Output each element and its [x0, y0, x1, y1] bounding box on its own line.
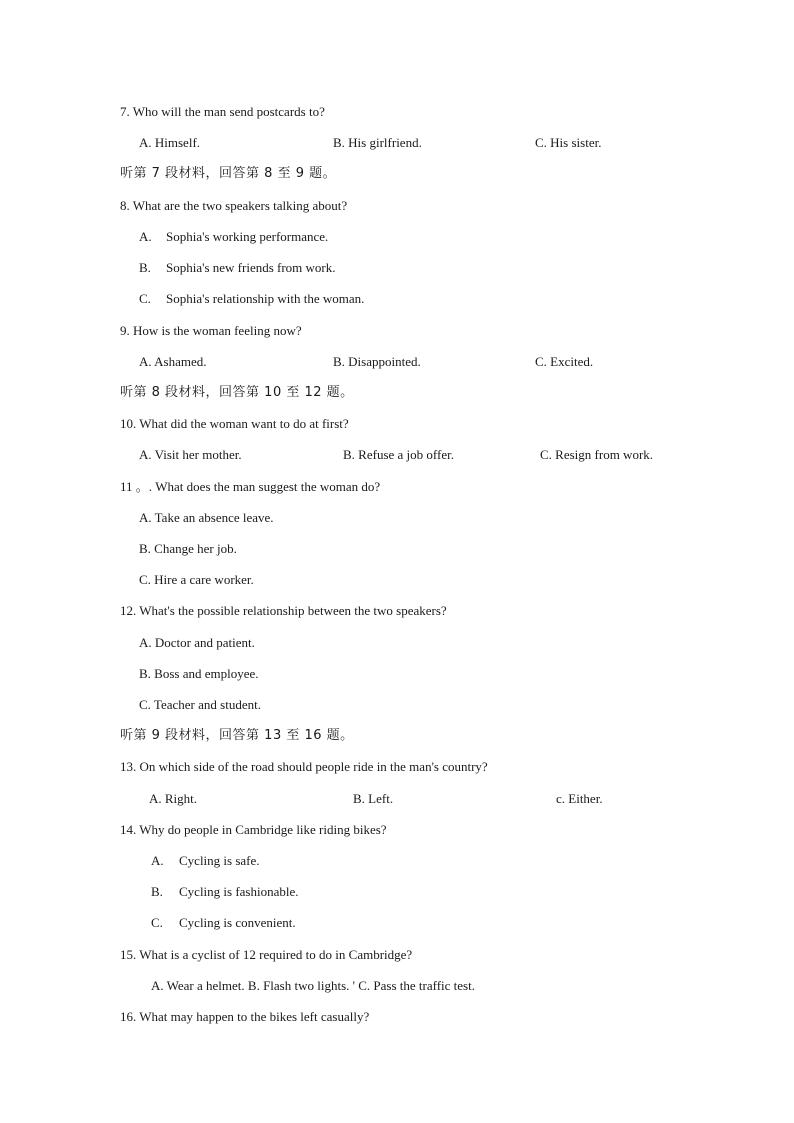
q14-option-b-letter: B.: [151, 884, 163, 899]
q10-stem: 10. What did the woman want to do at first?: [120, 416, 349, 431]
q10-option-c: C. Resign from work.: [540, 447, 654, 462]
q9-option-b: B. Disappointed.: [333, 354, 421, 369]
section-9-heading: 听第 9 段材料，回答第 13 至 16 题。: [120, 728, 354, 743]
q12-option-a: A. Doctor and patient.: [139, 635, 255, 650]
q11-option-b: B. Change her job.: [139, 541, 237, 556]
q11-option-c: C. Hire a care worker.: [139, 572, 254, 587]
q13-stem: 13. On which side of the road should people ride in the man's country?: [120, 759, 488, 774]
q9-stem: 9. How is the woman feeling now?: [120, 323, 302, 338]
q10-option-b: B. Refuse a job offer.: [343, 447, 454, 462]
q15-stem: 15. What is a cyclist of 12 required to do in Cambridge?: [120, 947, 413, 962]
q14-option-c-letter: C.: [151, 915, 163, 930]
q8-option-b-letter: B.: [139, 260, 151, 275]
q8-option-a: Sophia's working performance.: [166, 229, 329, 244]
q8-option-c-letter: C.: [139, 291, 151, 306]
q14-option-a: Cycling is safe.: [179, 853, 260, 868]
q15-options: A. Wear a helmet. B. Flash two lights. ' C. Pass the traffic test.: [151, 978, 475, 993]
q12-option-c: C. Teacher and student.: [139, 697, 261, 712]
section-8-heading: 听第 8 段材料，回答第 10 至 12 题。: [120, 385, 354, 400]
q8-option-a-letter: A.: [139, 229, 152, 244]
q7-option-c: C. His sister.: [535, 135, 602, 150]
q7-option-b: B. His girlfriend.: [333, 135, 422, 150]
q14-option-a-letter: A.: [151, 853, 164, 868]
q7-stem: 7. Who will the man send postcards to?: [120, 104, 325, 119]
q14-option-c: Cycling is convenient.: [179, 915, 296, 930]
q8-stem: 8. What are the two speakers talking about?: [120, 198, 348, 213]
q11-stem: 11 。. What does the man suggest the woman do?: [120, 479, 381, 494]
q13-option-a: A. Right.: [149, 791, 198, 806]
q14-option-b: Cycling is fashionable.: [179, 884, 299, 899]
q10-option-a: A. Visit her mother.: [139, 447, 242, 462]
q13-option-c: c. Either.: [556, 791, 603, 806]
q12-stem: 12. What's the possible relationship between the two speakers?: [120, 603, 447, 618]
q16-stem: 16. What may happen to the bikes left casually?: [120, 1009, 370, 1024]
q14-stem: 14. Why do people in Cambridge like riding bikes?: [120, 822, 387, 837]
q11-option-a: A. Take an absence leave.: [139, 510, 274, 525]
q8-option-c: Sophia's relationship with the woman.: [166, 291, 365, 306]
q9-option-a: A. Ashamed.: [139, 354, 207, 369]
q8-option-b: Sophia's new friends from work.: [166, 260, 336, 275]
q7-option-a: A. Himself.: [139, 135, 201, 150]
q12-option-b: B. Boss and employee.: [139, 666, 259, 681]
q9-option-c: C. Excited.: [535, 354, 594, 369]
q13-option-b: B. Left.: [353, 791, 394, 806]
section-7-heading: 听第 7 段材料，回答第 8 至 9 题。: [120, 166, 337, 181]
